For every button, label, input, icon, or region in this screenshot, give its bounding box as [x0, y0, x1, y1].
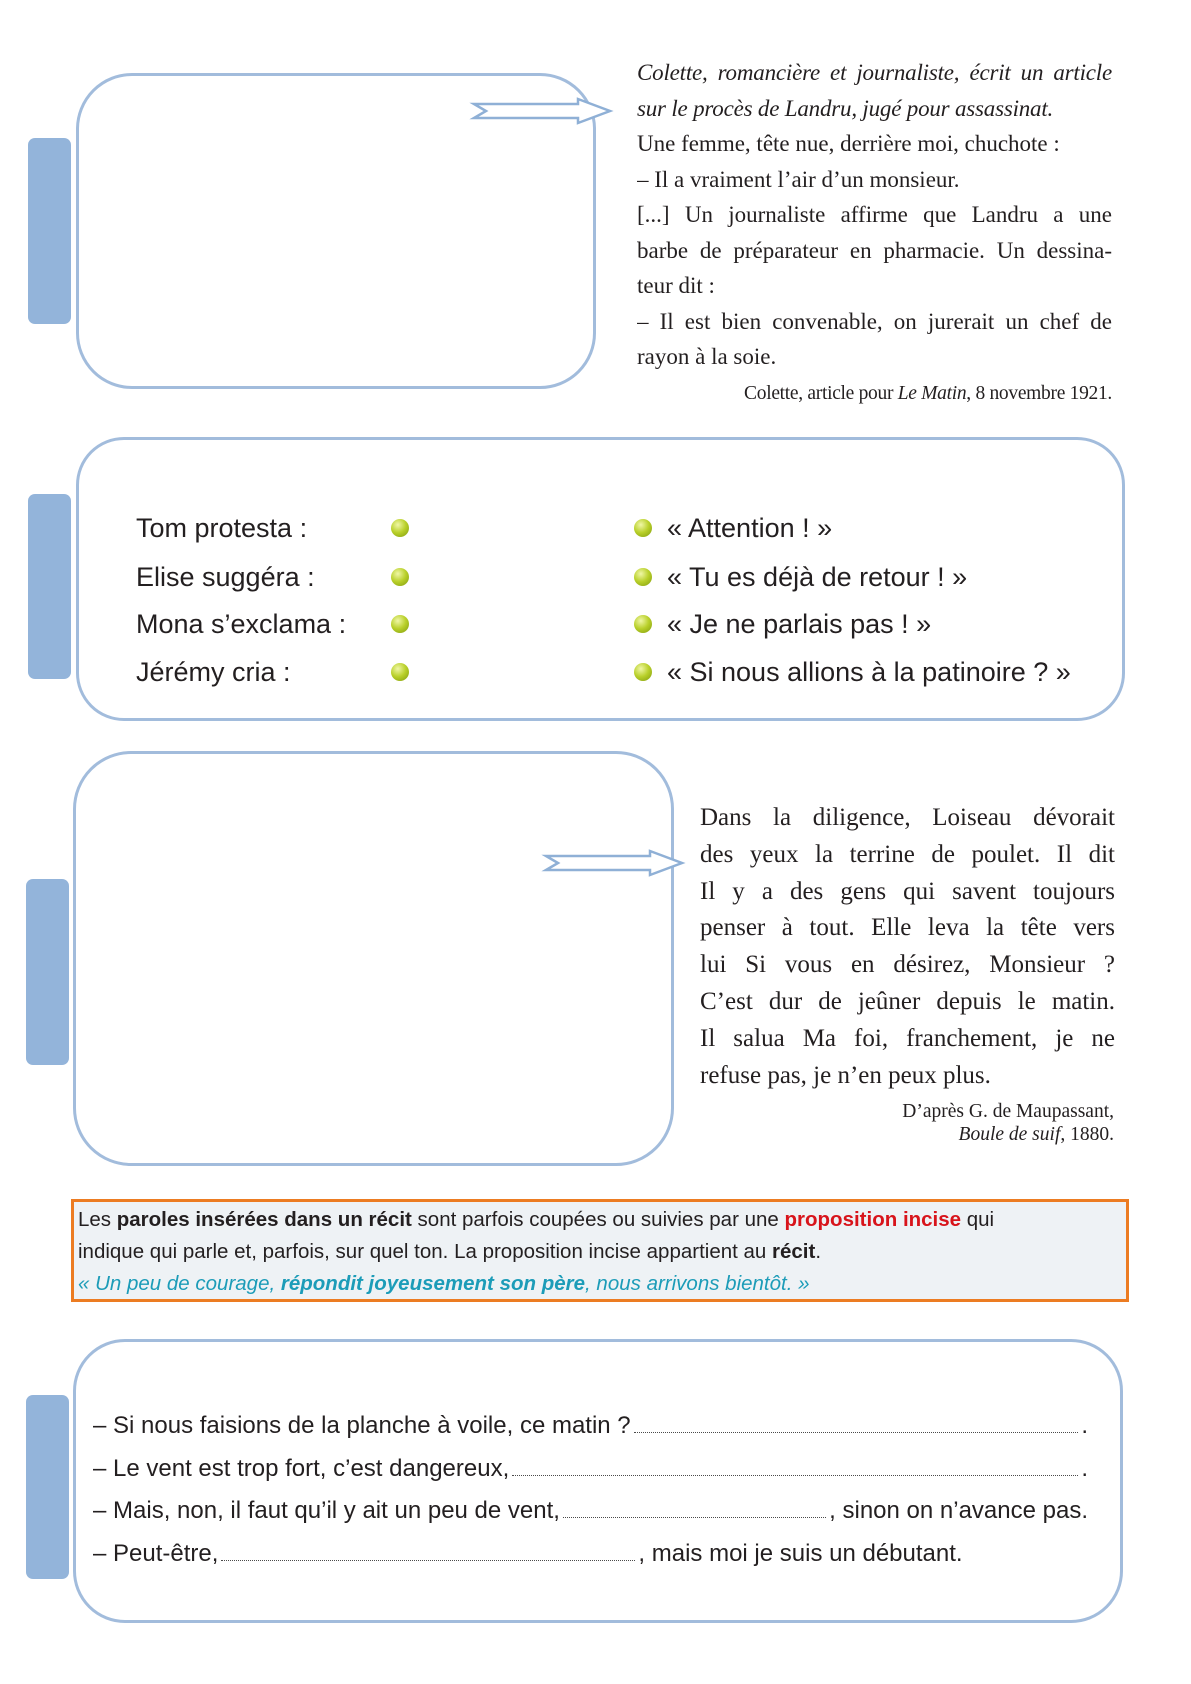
- matching-row: [0, 606, 1191, 642]
- maupassant-excerpt: [700, 800, 1115, 1094]
- exercise-text: – Peut-être,: [93, 1540, 219, 1567]
- rule-keyword: paroles insérées dans un récit: [116, 1208, 412, 1231]
- speaker-label: Tom protesta :: [136, 513, 308, 543]
- rule-highlight: proposition incise: [784, 1208, 962, 1231]
- source-title: Boule de suif: [958, 1124, 1061, 1145]
- rule-text: sont parfois coupées ou suivies par une: [411, 1208, 785, 1231]
- answer-blank: [221, 1560, 635, 1561]
- example-text: , nous arrivons bientôt. »: [585, 1272, 810, 1295]
- link-dot-icon: [634, 663, 652, 681]
- source-suffix: , 1880.: [1060, 1124, 1114, 1145]
- exercise-text: , mais moi je suis un débutant.: [638, 1540, 963, 1567]
- excerpt-line: C’est dur de jeûner depuis le matin.: [700, 987, 1115, 1015]
- rule-text: Les: [78, 1208, 117, 1231]
- section-5-tab: [26, 1395, 69, 1579]
- link-dot-icon: [391, 519, 409, 537]
- answer-blank: [512, 1475, 1078, 1476]
- excerpt-line: rayon à la soie.: [637, 344, 777, 369]
- excerpt-line: des yeux la terrine de poulet. Il dit: [700, 840, 1115, 868]
- matching-row: [0, 559, 1191, 595]
- quote-label: « Si nous allions à la patinoire ? »: [667, 657, 1071, 687]
- colette-source: [744, 381, 1112, 407]
- exercise-text: , sinon on n’avance pas.: [829, 1497, 1088, 1524]
- quote-label: « Attention ! »: [667, 513, 833, 543]
- rule-line: [78, 1236, 1126, 1268]
- excerpt-line: penser à tout. Elle leva la tête vers: [700, 914, 1115, 942]
- exercise-line: [93, 1536, 1088, 1572]
- exercise-text: – Mais, non, il faut qu’il y ait un peu de vent,: [93, 1497, 560, 1524]
- source-prefix: Colette, article pour: [744, 383, 898, 404]
- excerpt-line: Il y a des gens qui savent toujours: [700, 877, 1115, 905]
- rule-text: .: [815, 1240, 822, 1263]
- source-title: Le Matin: [897, 383, 967, 404]
- excerpt-line: barbe de préparateur en pharmacie. Un dessina-: [637, 237, 1112, 263]
- exercise-text: .: [1081, 1455, 1088, 1482]
- exercise-line: [93, 1493, 1088, 1529]
- speaker-label: Jérémy cria :: [136, 657, 291, 687]
- excerpt-line: Une femme, tête nue, derrière moi, chuchote :: [637, 131, 1060, 156]
- section-1-tab: [28, 138, 71, 324]
- example-incise: répondit joyeusement son père: [280, 1272, 586, 1295]
- excerpt-line: Dans la diligence, Loiseau dévorait: [700, 804, 1115, 831]
- maupassant-source: [902, 1100, 1114, 1146]
- exercise-text: – Si nous faisions de la planche à voile, ce matin ?: [93, 1412, 631, 1439]
- rule-text: qui: [961, 1208, 995, 1231]
- link-dot-icon: [391, 615, 409, 633]
- excerpt-line: sur le procès de Landru, jugé pour assassinat.: [637, 95, 1054, 121]
- exercise-line: [93, 1408, 1088, 1444]
- excerpt-line: Colette, romancière et journaliste, écrit un article: [637, 60, 1112, 85]
- answer-blank: [563, 1517, 826, 1518]
- excerpt-line: refuse pas, je n’en peux plus.: [700, 1061, 991, 1089]
- source-suffix: , 8 novembre 1921.: [966, 383, 1112, 404]
- grammar-rule-box: [71, 1199, 1129, 1302]
- speaker-label: Elise suggéra :: [136, 562, 315, 592]
- matching-row: [0, 510, 1191, 546]
- link-dot-icon: [391, 568, 409, 586]
- colette-excerpt: [637, 55, 1112, 375]
- source-work: [902, 1123, 1114, 1146]
- link-dot-icon: [634, 568, 652, 586]
- exercise-text: – Le vent est trop fort, c’est dangereux,: [93, 1455, 510, 1482]
- example-text: « Un peu de courage,: [78, 1272, 281, 1295]
- link-dot-icon: [391, 663, 409, 681]
- section-3-answer-box: [73, 751, 674, 1166]
- exercise-text: .: [1081, 1412, 1088, 1439]
- section-3-tab: [26, 879, 69, 1065]
- exercise-line: [93, 1451, 1088, 1487]
- source-author: D’après G. de Maupassant,: [902, 1101, 1114, 1122]
- speaker-label: Mona s’exclama :: [136, 609, 347, 639]
- excerpt-line: [...] Un journaliste affirme que Landru a une: [637, 202, 1112, 227]
- answer-blank: [634, 1432, 1079, 1433]
- excerpt-line: teur dit :: [637, 273, 715, 298]
- arrow-right-icon: [473, 97, 613, 125]
- excerpt-line: lui Si vous en désirez, Monsieur ?: [700, 951, 1115, 979]
- rule-example: [78, 1268, 1126, 1300]
- excerpt-line: – Il est bien convenable, on jurerait un chef de: [637, 308, 1112, 334]
- rule-text: indique qui parle et, parfois, sur quel ton. La proposition incise appartient au: [78, 1240, 773, 1263]
- matching-row: [0, 654, 1191, 690]
- excerpt-line: Il salua Ma foi, franchement, je ne: [700, 1024, 1115, 1052]
- link-dot-icon: [634, 519, 652, 537]
- arrow-right-icon: [545, 849, 685, 877]
- quote-label: « Tu es déjà de retour ! »: [667, 562, 968, 592]
- rule-line: [78, 1204, 1126, 1236]
- quote-label: « Je ne parlais pas ! »: [667, 609, 932, 639]
- link-dot-icon: [634, 615, 652, 633]
- excerpt-line: – Il a vraiment l’air d’un monsieur.: [637, 166, 960, 192]
- rule-keyword: récit: [772, 1240, 816, 1263]
